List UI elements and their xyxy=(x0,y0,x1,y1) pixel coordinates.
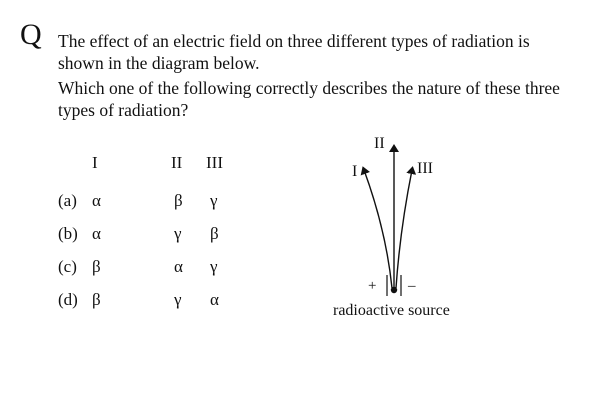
question-text xyxy=(58,30,578,121)
minus-sign: – xyxy=(408,278,416,294)
table-header xyxy=(58,152,258,190)
label-I: I xyxy=(352,163,358,180)
option-a[interactable] xyxy=(58,190,258,223)
header-col-2: II xyxy=(171,153,183,172)
plus-sign: + xyxy=(368,278,377,294)
option-value: γ xyxy=(210,257,218,276)
option-value: α xyxy=(210,290,219,309)
option-value: β xyxy=(92,257,101,276)
option-label: (a) xyxy=(58,191,77,210)
options-table xyxy=(58,152,258,322)
option-value: α xyxy=(92,224,101,243)
option-value: γ xyxy=(174,224,182,243)
label-II: II xyxy=(374,135,385,152)
question-line-1: The effect of an electric field on three different types of radiation is shown in the diagram below. xyxy=(58,31,530,73)
option-b[interactable] xyxy=(58,223,258,256)
option-value: γ xyxy=(210,191,218,210)
question-line-2: Which one of the following correctly describes the nature of these three types of radiation? xyxy=(58,78,560,120)
option-label: (c) xyxy=(58,257,77,276)
option-value: γ xyxy=(174,290,182,309)
option-value: β xyxy=(210,224,219,243)
radiation-paths xyxy=(320,130,480,330)
path-III xyxy=(396,170,412,288)
radiation-diagram xyxy=(320,130,480,330)
source-caption: radioactive source xyxy=(333,302,450,319)
question-marker: Q xyxy=(20,18,42,51)
label-III: III xyxy=(417,160,433,177)
option-value: α xyxy=(92,191,101,210)
option-label: (d) xyxy=(58,290,78,309)
path-I xyxy=(364,170,392,288)
option-c[interactable] xyxy=(58,256,258,289)
option-value: β xyxy=(92,290,101,309)
option-value: α xyxy=(174,257,183,276)
header-col-3: III xyxy=(206,153,223,172)
option-value: β xyxy=(174,191,183,210)
header-col-1: I xyxy=(92,153,98,172)
option-d[interactable] xyxy=(58,289,258,322)
option-label: (b) xyxy=(58,224,78,243)
